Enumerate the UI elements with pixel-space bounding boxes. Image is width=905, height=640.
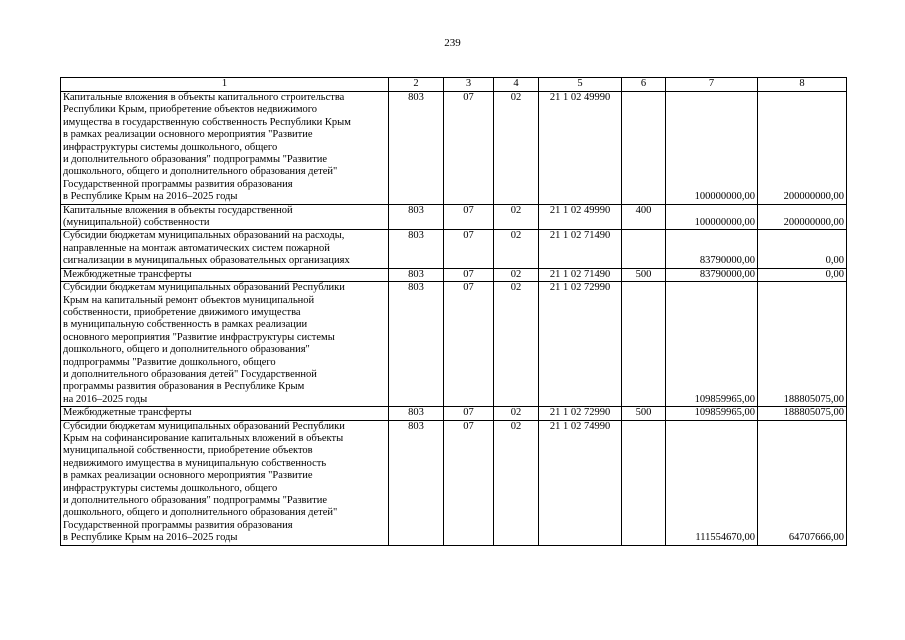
table-row (61, 230, 847, 268)
row-amount-col8: 0,00 (758, 230, 847, 268)
row-ministry-code: 803 (389, 420, 444, 545)
row-section-code: 07 (444, 92, 494, 205)
row-amount-col8: 0,00 (758, 268, 847, 281)
row-amount-col7: 109859965,00 (666, 407, 758, 420)
row-subsection-code: 02 (494, 204, 539, 230)
row-amount-col8: 188805075,00 (758, 282, 847, 407)
row-subsection-code: 02 (494, 420, 539, 545)
row-amount-col8: 64707666,00 (758, 420, 847, 545)
row-ministry-code: 803 (389, 204, 444, 230)
row-amount-col7: 100000000,00 (666, 204, 758, 230)
row-expense-type (622, 420, 666, 545)
column-header: 8 (758, 78, 847, 92)
table-row (61, 407, 847, 420)
row-amount-col8: 200000000,00 (758, 204, 847, 230)
row-amount-col7: 83790000,00 (666, 230, 758, 268)
table-row (61, 420, 847, 545)
row-amount-col7: 109859965,00 (666, 282, 758, 407)
column-header: 4 (494, 78, 539, 92)
row-amount-col7: 83790000,00 (666, 268, 758, 281)
page-number: 239 (444, 37, 461, 49)
row-amount-col8: 188805075,00 (758, 407, 847, 420)
row-name: Субсидии бюджетам муниципальных образований Республики Крым на софинансирование капитальных вложений в объекты муниципальной собственности, приобретение объектов недвижимого имущества в муниципальную собственность в рамках реализации основного мероприятия "Развитие инфраструктуры системы дошкольного, общего и дополнительного образования" подпрограммы "Развитие дошкольного, общего и дополнительного образования детей" Государственной программы развития образования в Республике Крым на 2016–2025 годы (61, 420, 389, 545)
row-name: Капитальные вложения в объекты государственной (муниципальной) собственности (61, 204, 389, 230)
row-subsection-code: 02 (494, 92, 539, 205)
row-expense-type (622, 282, 666, 407)
row-expense-type: 500 (622, 407, 666, 420)
row-target-code: 21 1 02 72990 (539, 407, 622, 420)
column-header: 2 (389, 78, 444, 92)
row-section-code: 07 (444, 268, 494, 281)
row-expense-type (622, 92, 666, 205)
row-ministry-code: 803 (389, 282, 444, 407)
row-target-code: 21 1 02 74990 (539, 420, 622, 545)
budget-table (60, 77, 847, 546)
row-section-code: 07 (444, 230, 494, 268)
row-expense-type: 400 (622, 204, 666, 230)
row-target-code: 21 1 02 49990 (539, 204, 622, 230)
row-amount-col7: 111554670,00 (666, 420, 758, 545)
row-expense-type: 500 (622, 268, 666, 281)
row-name: Субсидии бюджетам муниципальных образований на расходы, направленные на монтаж автоматических систем пожарной сигнализации в муниципальных образовательных организациях (61, 230, 389, 268)
table-row (61, 268, 847, 281)
row-name: Капитальные вложения в объекты капитального строительства Республики Крым, приобретение объектов недвижимого имущества в государственную собственность Республики Крым в рамках реализации основного мероприятия "Развитие инфраструктуры системы дошкольного, общего и дополнительного образования" подпрограммы "Развитие дошкольного, общего и дополнительного образования детей" Государственной программы развития образования в Республике Крым на 2016–2025 годы (61, 92, 389, 205)
row-name: Межбюджетные трансферты (61, 268, 389, 281)
row-subsection-code: 02 (494, 268, 539, 281)
table-header-row (61, 78, 847, 92)
column-header: 6 (622, 78, 666, 92)
row-subsection-code: 02 (494, 230, 539, 268)
column-header: 1 (61, 78, 389, 92)
row-target-code: 21 1 02 72990 (539, 282, 622, 407)
row-ministry-code: 803 (389, 230, 444, 268)
row-amount-col7: 100000000,00 (666, 92, 758, 205)
row-subsection-code: 02 (494, 407, 539, 420)
column-header: 5 (539, 78, 622, 92)
row-ministry-code: 803 (389, 268, 444, 281)
row-section-code: 07 (444, 204, 494, 230)
table-row (61, 92, 847, 205)
row-ministry-code: 803 (389, 92, 444, 205)
row-amount-col8: 200000000,00 (758, 92, 847, 205)
row-target-code: 21 1 02 71490 (539, 268, 622, 281)
row-subsection-code: 02 (494, 282, 539, 407)
column-header: 3 (444, 78, 494, 92)
row-name: Межбюджетные трансферты (61, 407, 389, 420)
row-section-code: 07 (444, 407, 494, 420)
row-target-code: 21 1 02 71490 (539, 230, 622, 268)
table-row (61, 282, 847, 407)
row-section-code: 07 (444, 420, 494, 545)
row-name: Субсидии бюджетам муниципальных образований Республики Крым на капитальный ремонт объектов муниципальной собственности, приобретение движимого имущества в муниципальную собственность в рамках реализации основного мероприятия "Развитие инфраструктуры системы дошкольного, общего и дополнительного образования" подпрограммы "Развитие дошкольного, общего и дополнительного образования детей" Государственной программы развития образования в Республике Крым на 2016–2025 годы (61, 282, 389, 407)
table-row (61, 204, 847, 230)
column-header: 7 (666, 78, 758, 92)
row-expense-type (622, 230, 666, 268)
row-ministry-code: 803 (389, 407, 444, 420)
row-target-code: 21 1 02 49990 (539, 92, 622, 205)
row-section-code: 07 (444, 282, 494, 407)
